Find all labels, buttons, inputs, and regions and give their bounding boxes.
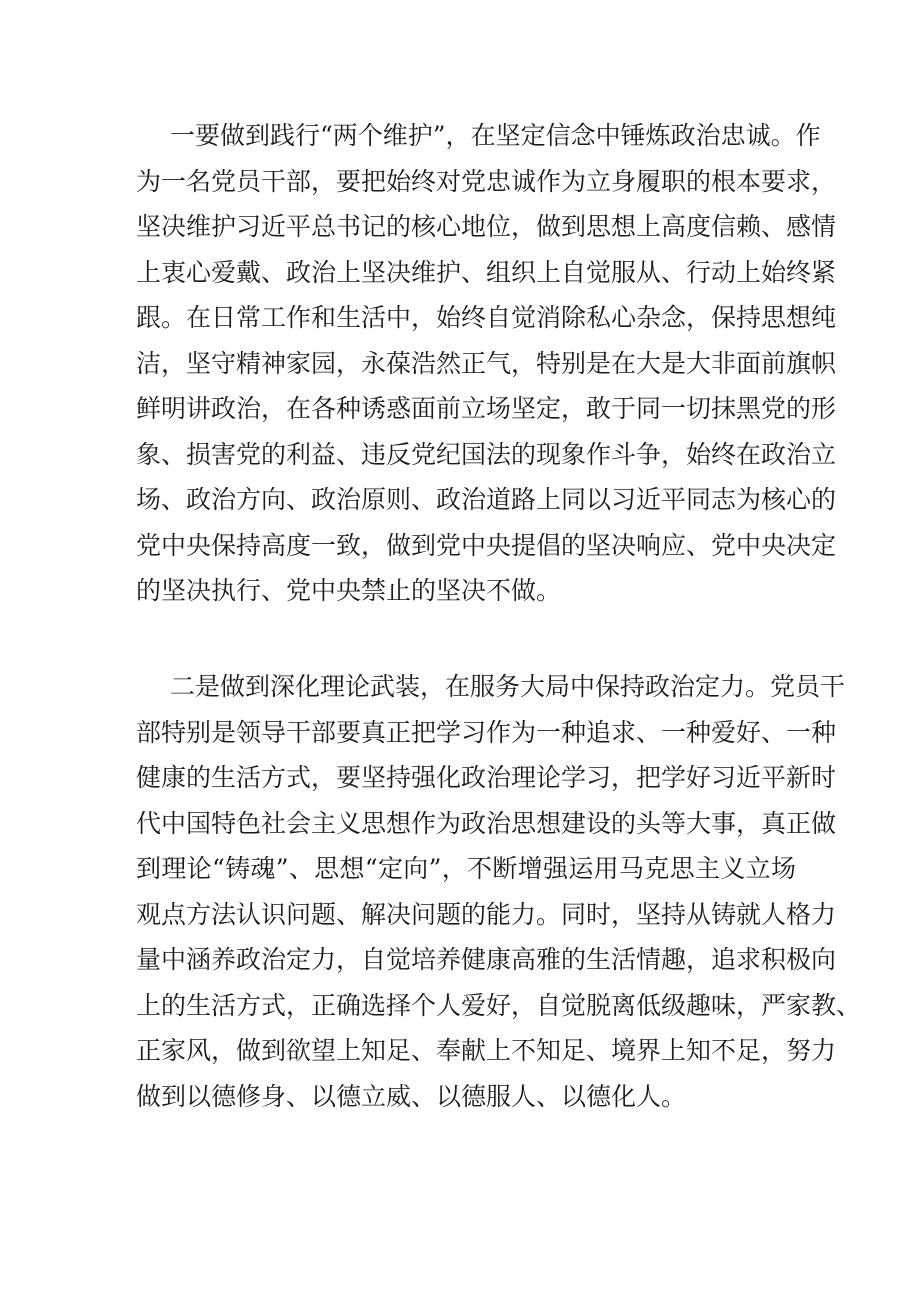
paragraph-line: 上衷心爱戴、政治上坚决维护、组织上自觉服从、行动上始终紧 [136, 257, 837, 287]
paragraph-line: 坚决维护习近平总书记的核心地位，做到思想上高度信赖、感情 [136, 212, 837, 241]
paragraph-2 [136, 664, 862, 1119]
paragraph-line: 一要做到践行“两个维护”，在坚定信念中锤炼政治忠诚。作 [170, 121, 821, 150]
paragraph-line: 洁，坚守精神家园，永葆浩然正气，特别是在大是大非面前旗帜 [136, 348, 837, 378]
paragraph-line: 到理论“铸魂”、思想“定向”，不断增强运用马克思主义立场 [136, 854, 796, 883]
paragraph-line: 健康的生活方式，要坚持强化政治理论学习，把学好习近平新时 [136, 763, 837, 792]
paragraph-line: 观点方法认识问题、解决问题的能力。同时，坚持从铸就人格力 [136, 899, 837, 929]
paragraph-line: 象、损害党的利益、违反党纪国法的现象作斗争，始终在政治立 [136, 439, 837, 469]
paragraph-line: 上的生活方式，正确选择个人爱好，自觉脱离低级趣味，严家教、 [136, 990, 862, 1020]
paragraph-line: 的坚决执行、党中央禁止的坚决不做。 [136, 576, 562, 605]
paragraph-line: 跟。在日常工作和生活中，始终自觉消除私心杂念，保持思想纯 [136, 303, 837, 332]
paragraph-line: 正家风，做到欲望上知足、奉献上不知足、境界上知不足，努力 [136, 1036, 837, 1065]
paragraph-1 [136, 113, 837, 614]
paragraph-line: 为一名党员干部，要把始终对党忠诚作为立身履职的根本要求， [136, 166, 837, 196]
paragraph-line: 部特别是领导干部要真正把学习作为一种追求、一种爱好、一种 [136, 717, 837, 747]
paragraph-line: 代中国特色社会主义思想作为政治思想建设的头等大事，真正做 [136, 808, 837, 838]
paragraph-line: 鲜明讲政治，在各种诱惑面前立场坚定，敢于同一切抹黑党的形 [136, 394, 837, 423]
paragraph-line: 党中央保持高度一致，做到党中央提倡的坚决响应、党中央决定 [136, 530, 837, 560]
paragraph-line: 量中涵养政治定力，自觉培养健康高雅的生活情趣，追求积极向 [136, 945, 837, 974]
paragraph-line: 场、政治方向、政治原则、政治道路上同以习近平同志为核心的 [136, 485, 837, 514]
paragraph-line: 二是做到深化理论武装，在服务大局中保持政治定力。党员干 [170, 672, 846, 701]
paragraph-line: 做到以德修身、以德立威、以德服人、以德化人。 [136, 1081, 687, 1111]
